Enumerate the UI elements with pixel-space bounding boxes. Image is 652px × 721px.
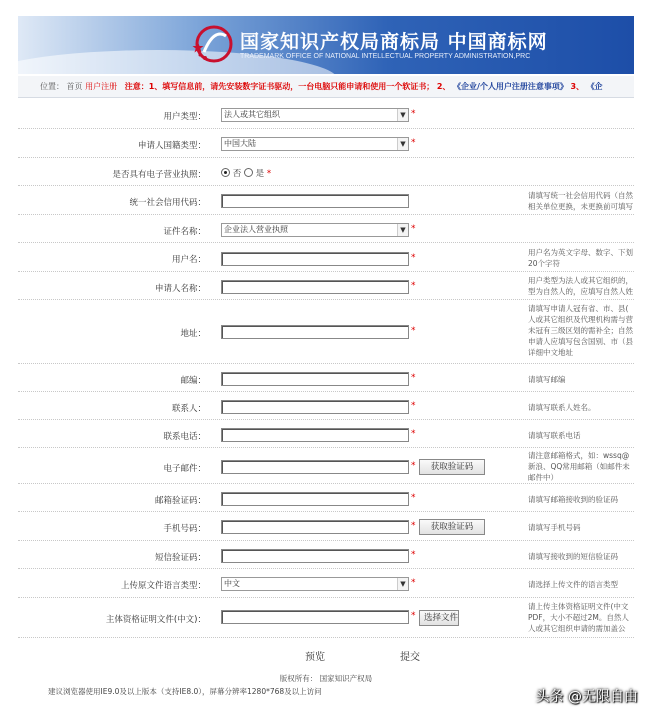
- required-mark: *: [411, 109, 416, 119]
- watermark-text: 头条 @无限自由: [535, 689, 638, 705]
- nationality-label: 申请人国籍类型：: [137, 141, 206, 151]
- subject-cert-hint-line: 请上传主体资格证明文件(中文: [528, 602, 629, 611]
- trademark-office-emblem-icon: [190, 22, 234, 66]
- required-mark: *: [411, 429, 416, 439]
- applicant-name-label: 申请人名称：: [154, 284, 206, 294]
- chevron-down-icon: ▼: [397, 138, 408, 150]
- sms-code-hint: 请填写接收到的短信验证码: [528, 552, 618, 561]
- applicant-name-hint: [528, 275, 634, 297]
- address-hint-line: 详细中文地址: [528, 348, 573, 357]
- contact-input[interactable]: [221, 400, 409, 414]
- address-hint: [528, 303, 634, 358]
- form-row-credit-code: [18, 186, 634, 215]
- address-hint-line: 未冠有三级区划的需补全；自然: [528, 326, 633, 335]
- site-header: [18, 16, 634, 74]
- mobile-input[interactable]: [221, 520, 409, 534]
- cert-name-label: 证件名称：: [163, 227, 206, 237]
- site-title-english: TRADEMARK OFFICE OF NATIONAL INTELLECTUAL PROPERTY ADMINISTRATION,PRC: [240, 53, 531, 60]
- contact-label: 联系人：: [171, 404, 206, 414]
- chevron-down-icon: ▼: [397, 224, 408, 236]
- required-mark: *: [411, 253, 416, 263]
- e-license-radio-group: [221, 167, 271, 179]
- credit-code-input[interactable]: [221, 194, 409, 208]
- phone-label: 联系电话：: [163, 432, 206, 442]
- form-row-nationality: [18, 129, 634, 158]
- form-row-contact: [18, 392, 634, 420]
- required-mark: *: [411, 493, 416, 503]
- required-mark: *: [411, 550, 416, 560]
- phone-hint: 请填写联系电话: [528, 431, 581, 440]
- username-label: 用户名：: [171, 255, 206, 265]
- form-row-mobile: [18, 512, 634, 541]
- form-row-user-type: [18, 101, 634, 129]
- cert-name-select[interactable]: [221, 223, 409, 237]
- form-actions: [18, 645, 634, 665]
- postcode-label: 邮编：: [180, 376, 206, 386]
- postcode-hint: 请填写邮编: [528, 375, 566, 384]
- subject-cert-hint-line: PDF，大小不超过2M。自然人: [528, 613, 629, 622]
- form-row-postcode: [18, 364, 634, 392]
- required-mark: *: [411, 521, 416, 531]
- credit-code-hint-line: 请填写统一社会信用代码（自然: [528, 191, 633, 200]
- email-hint-line: 邮件中）: [528, 473, 558, 482]
- email-hint: [528, 450, 634, 483]
- email-code-input[interactable]: [221, 492, 409, 506]
- form-row-username: [18, 243, 634, 272]
- form-row-subject-cert: [18, 598, 634, 638]
- user-type-label: 用户类型：: [163, 112, 206, 122]
- subject-cert-file-path-input[interactable]: [221, 610, 409, 624]
- required-mark: *: [411, 138, 416, 148]
- applicant-name-hint-line: 用户类型为法人或其它组织的，: [528, 276, 633, 285]
- email-code-label: 邮箱验证码：: [154, 496, 206, 506]
- username-input[interactable]: [221, 252, 409, 266]
- required-mark: *: [411, 611, 416, 621]
- required-mark: *: [411, 578, 416, 588]
- submit-button[interactable]: 提交: [400, 652, 420, 663]
- sms-code-label: 短信验证码：: [154, 553, 206, 563]
- email-get-code-button[interactable]: 获取验证码: [419, 459, 485, 475]
- subject-cert-label: 主体资格证明文件(中文)：: [105, 615, 206, 625]
- site-title: 国家知识产权局商标局 中国商标网: [240, 31, 548, 53]
- required-mark: *: [411, 401, 416, 411]
- phone-input[interactable]: [221, 428, 409, 442]
- mobile-hint: 请填写手机号码: [528, 523, 581, 532]
- email-hint-line: 请注意邮箱格式，如：wssq@: [528, 451, 630, 460]
- nationality-select[interactable]: [221, 137, 409, 151]
- email-label: 电子邮件：: [163, 464, 206, 474]
- address-hint-line: 请填写申请人冠有省、市、县(: [528, 304, 629, 313]
- form-row-address: [18, 300, 634, 364]
- mobile-label: 手机号码：: [163, 524, 206, 534]
- preview-button[interactable]: 预览: [305, 652, 325, 663]
- form-row-file-language: [18, 569, 634, 598]
- e-license-option-no: 否: [232, 169, 242, 179]
- e-license-option-yes: 是: [255, 169, 265, 179]
- form-row-email: [18, 448, 634, 484]
- file-language-select[interactable]: [221, 577, 409, 591]
- footer-browser-note: 建议浏览器使用IE9.0及以上版本（支持IE8.0），屏幕分辨率1280*768及以上访问: [48, 687, 322, 696]
- form-row-applicant-name: [18, 272, 634, 300]
- form-row-e-license: [18, 158, 634, 186]
- notice-3-link[interactable]: 《企: [586, 82, 603, 91]
- email-code-hint: 请填写邮箱接收到的验证码: [528, 495, 618, 504]
- applicant-name-input[interactable]: [221, 280, 409, 294]
- choose-file-button[interactable]: 选择文件: [419, 610, 459, 626]
- username-hint-line: 20个字符: [528, 259, 561, 268]
- footer-copyright: 版权所有： 国家知识产权局: [279, 674, 373, 683]
- chevron-down-icon: ▼: [397, 109, 408, 121]
- notice-text: 注意：1、填写信息前，请先安装数字证书驱动，一台电脑只能申请和使用一个软证书；: [124, 82, 435, 91]
- sms-code-input[interactable]: [221, 549, 409, 563]
- applicant-name-hint-line: 型为自然人的，应填写自然人姓: [528, 287, 633, 296]
- subject-cert-hint: [528, 601, 634, 634]
- username-hint-line: 用户名为英文字母、数字、下划: [528, 248, 633, 257]
- email-hint-line: 新浪、QQ常用邮箱（如邮件未: [528, 462, 630, 471]
- form-row-cert-name: [18, 215, 634, 243]
- chevron-down-icon: ▼: [397, 578, 408, 590]
- mobile-get-code-button[interactable]: 获取验证码: [419, 519, 485, 535]
- nationality-value: 中国大陆: [224, 139, 256, 148]
- address-hint-line: 申请人应填写包含国别、市（县: [528, 337, 633, 346]
- user-type-select[interactable]: [221, 108, 409, 122]
- e-license-radio-no[interactable]: [221, 168, 230, 177]
- file-language-label: 上传原文件语言类型：: [120, 581, 206, 591]
- required-mark: *: [411, 373, 416, 383]
- e-license-radio-yes[interactable]: [244, 168, 253, 177]
- credit-code-hint-line: 相关单位更换，未更换前可填写: [528, 202, 633, 211]
- breadcrumb-current: 用户注册: [85, 82, 118, 91]
- user-type-value: 法人或其它组织: [224, 110, 280, 119]
- breadcrumb-home-link[interactable]: 首页: [66, 82, 83, 91]
- username-hint: [528, 247, 634, 269]
- postcode-input[interactable]: [221, 372, 409, 386]
- file-language-value: 中文: [224, 579, 240, 588]
- notice-3-prefix: 3、: [570, 82, 585, 91]
- cert-name-value: 企业法人营业执照: [224, 225, 288, 234]
- address-input[interactable]: [221, 325, 409, 339]
- credit-code-label: 统一社会信用代码：: [129, 198, 206, 208]
- file-language-hint: 请选择上传文件的语言类型: [528, 580, 618, 589]
- required-mark: *: [411, 461, 416, 471]
- registration-form: [18, 101, 634, 638]
- email-input[interactable]: [221, 460, 409, 474]
- subject-cert-hint-line: 人或其它组织申请的需加盖公: [528, 624, 626, 633]
- required-mark: *: [266, 169, 272, 179]
- breadcrumb: [18, 76, 634, 98]
- form-row-sms-code: [18, 541, 634, 569]
- registration-notes-link[interactable]: 《企业/个人用户注册注意事项》: [452, 82, 568, 91]
- credit-code-hint: [528, 190, 634, 212]
- required-mark: *: [411, 326, 416, 336]
- breadcrumb-location-label: 位置：: [40, 82, 64, 91]
- address-label: 地址：: [180, 329, 206, 339]
- form-row-email-code: [18, 484, 634, 512]
- contact-hint: 请填写联系人姓名。: [528, 403, 596, 412]
- required-mark: *: [411, 224, 416, 234]
- required-mark: *: [411, 281, 416, 291]
- notice-2-prefix: 2、: [436, 82, 451, 91]
- form-row-phone: [18, 420, 634, 448]
- address-hint-line: 人或其它组织及代理机构需与营: [528, 315, 633, 324]
- e-license-label: 是否具有电子营业执照：: [112, 170, 206, 180]
